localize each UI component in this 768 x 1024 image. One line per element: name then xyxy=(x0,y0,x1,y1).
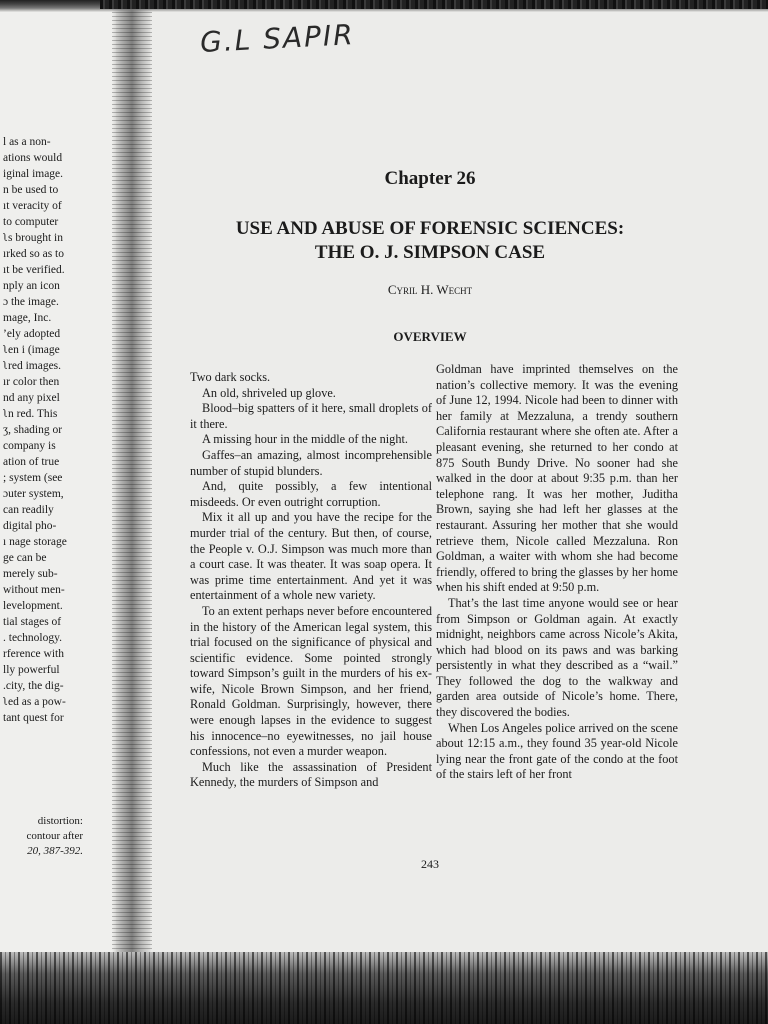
left-page-text xyxy=(3,134,113,726)
left-page-line: without men- xyxy=(3,584,65,596)
paragraph: Gaffes–an amazing, almost incomprehensible number of stupid blunders. xyxy=(190,447,432,478)
left-page-line: ı nage storage xyxy=(3,536,67,548)
left-page-line: ıt be verified. xyxy=(3,264,65,276)
left-page-line: .city, the dig- xyxy=(3,680,64,692)
left-page-line: ır color then xyxy=(3,376,60,388)
paragraph: Goldman have imprinted themselves on the nation’s collective memory. It was the evening of June 12, 1994. Nicole had been to dinner with her family at Mezzaluna, a trendy southern California restaurant where she often ate. After a pleasant evening, she returned to her condo at 875 South Bundy Drive. No sooner had she walked in the door at about 9:35 p.m. than her telephone rang. It was her mother, Juditha Brown, saying she had left her glasses at the restaurant. Assuring her mother that she would retrieve them, Nicole called Mezzaluna. Ron Goldman, a waiter with whom she had become friendly, offered to bring the glasses by her home when his shift ended at 9:50 p.m. xyxy=(436,362,678,595)
paragraph: When Los Angeles police arrived on the scene about 12:15 a.m., they found 35 year-old Nicole lying near the front gate of the condo at the foot of the stairs left of her front xyxy=(436,720,678,782)
left-page-line: ɔuter system, xyxy=(3,488,64,500)
left-page-line: ge can be xyxy=(3,552,47,564)
left-footer-line: contour after xyxy=(26,830,83,842)
left-page-line: . technology. xyxy=(3,632,62,644)
left-footer-line: distortion: xyxy=(37,815,83,827)
left-page-line: can readily xyxy=(3,504,54,516)
author-name: Cyril H. Wecht xyxy=(387,282,473,297)
left-page-line: ations would xyxy=(3,152,63,164)
left-page-line: ıt veracity of xyxy=(3,200,62,212)
text-column-left xyxy=(190,370,432,791)
left-footer-citation: 20, 387-392. xyxy=(27,845,83,857)
scan-top-edge xyxy=(0,0,768,12)
left-page-line: ; system (see xyxy=(3,472,63,484)
title-line-1: USE AND ABUSE OF FORENSIC SCIENCES: xyxy=(235,218,625,239)
left-page-line: rference with xyxy=(3,648,64,660)
paragraph: A missing hour in the middle of the night. xyxy=(202,432,408,447)
left-page-footer xyxy=(3,814,113,859)
paragraph: Two dark socks. xyxy=(190,370,271,384)
paragraph: An old, shriveled up glove. xyxy=(202,385,336,400)
left-facing-page xyxy=(0,12,116,952)
left-page-line: digital pho- xyxy=(3,520,57,532)
left-page-line: tial stages of xyxy=(3,616,62,628)
left-page-line: ʅn red. This xyxy=(3,408,58,420)
left-page-line: ʅs brought in xyxy=(3,232,63,244)
page-number: 243 xyxy=(421,857,439,871)
paragraph: And, quite possibly, a few intentional misdeeds. Or even outright corruption. xyxy=(190,479,432,509)
left-page-line: ʅred images. xyxy=(3,360,62,372)
left-page-line: ɔ the image. xyxy=(3,296,59,308)
paragraph: Much like the assassination of President Kennedy, the murders of Simpson and xyxy=(190,759,432,790)
left-page-line: n be used to xyxy=(3,184,59,196)
left-page-line: ʒ, shading or xyxy=(3,424,63,436)
left-page-line: nd any pixel xyxy=(3,392,60,404)
left-page-line: ’ely adopted xyxy=(3,328,61,340)
left-page-line: ʅen i (image xyxy=(3,344,60,356)
paragraph: To an extent perhaps never before encountered in the history of the American legal system, this trial focused on the significance of physical and scientific evidence. Some pointed strongly toward Simpson’s guilt in the murders of his ex-wife, Nicole Brown Simpson, and her friend, Ronald Goldman. Surprisingly, however, there were enough lapses in the evidence to suggest his innocence–no eyewitnesses, no jail house confessions, not even a murder weapon. xyxy=(190,603,432,759)
paragraph: Mix it all up and you have the recipe for the murder trial of the century. But then, of course, the People v. O.J. Simpson was much more than a court case. It was theater. It was soap opera. It was prime time entertainment. And yet it was entertainment of a whole new variety. xyxy=(190,510,432,603)
scan-bottom-edge xyxy=(0,952,768,1024)
paragraph: That’s the last time anyone would see or hear from Simpson or Goldman again. At exactly midnight, neighbors came across Nicole’s Akita, which had blood on its paws and was barking persistently in what they described as a “wail.” They followed the dog to the walkway and garden area outside of Nicole’s home. There, they discovered the bodies. xyxy=(436,595,678,720)
left-page-line: lly powerful xyxy=(3,664,60,676)
book-gutter xyxy=(112,0,152,960)
left-page-line: merely sub- xyxy=(3,568,58,580)
left-page-line: to computer xyxy=(3,216,59,228)
left-page-line: ation of true xyxy=(3,456,60,468)
left-page-line: levelopment. xyxy=(3,600,63,612)
left-page-line: l as a non- xyxy=(3,136,51,148)
left-page-line: tant quest for xyxy=(3,712,64,724)
paragraph: Blood–big spatters of it here, small droplets of it there. xyxy=(190,401,432,431)
left-page-line: mage, Inc. xyxy=(3,312,52,324)
left-page-line: nply an icon xyxy=(3,280,60,292)
left-page-line: iginal image. xyxy=(3,168,64,180)
section-heading: OVERVIEW xyxy=(393,329,467,344)
left-page-line: ırked so as to xyxy=(3,248,65,260)
text-column-right xyxy=(436,362,678,783)
handwritten-note: G.L SAPIR xyxy=(199,17,356,60)
left-page-line: company is xyxy=(3,440,56,452)
left-page-line: ʅed as a pow- xyxy=(3,696,66,708)
title-line-2: THE O. J. SIMPSON CASE xyxy=(314,242,546,263)
chapter-title xyxy=(190,217,670,265)
chapter-label: Chapter 26 xyxy=(384,168,476,189)
